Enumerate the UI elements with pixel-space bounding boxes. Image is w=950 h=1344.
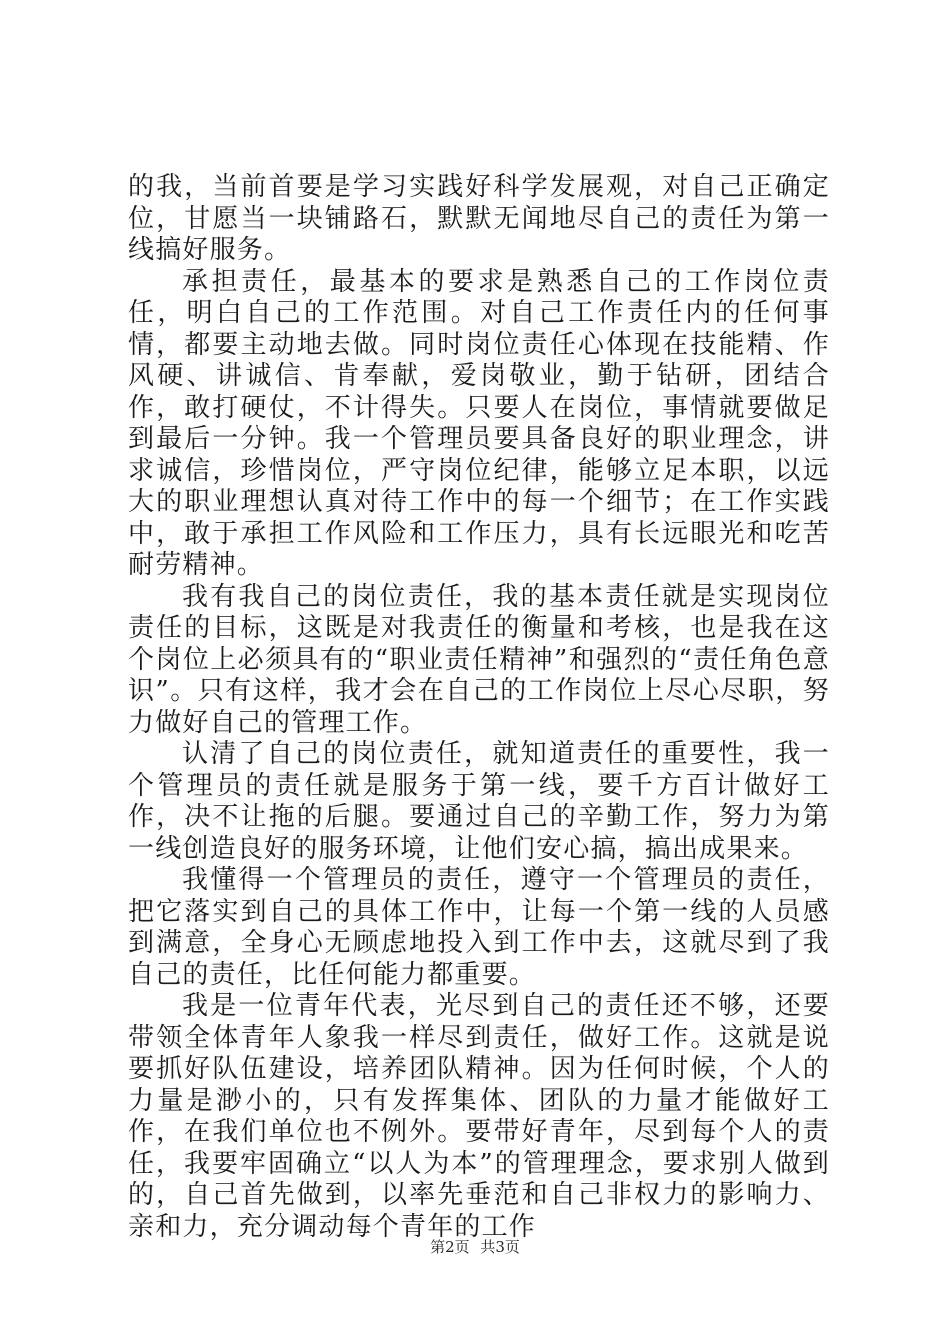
page-total: 共3页 — [480, 1238, 520, 1256]
page-footer — [0, 1236, 950, 1257]
paragraph-2: 承担责任，最基本的要求是熟悉自己的工作岗位责任，明白自己的工作范围。对自己工作责任内的任何事情，都要主动地去做。同时岗位责任心体现在技能精、作风硬、讲诚信、肯奉献，爱岗敬业，勤于钻研，团结合作，敢打硬仗，不计得失。只要人在岗位，事情就要做足到最后一分钟。我一个管理员要具备良好的职业理念，讲求诚信，珍惜岗位，严守岗位纪律，能够立足本职，以远大的职业理想认真对待工作中的每一个细节；在工作实践中，敢于承担工作风险和工作压力，具有长远眼光和吃苦耐劳精神。 — [128, 266, 830, 580]
paragraph-4: 认清了自己的岗位责任，就知道责任的重要性，我一个管理员的责任就是服务于第一线，要千方百计做好工作，决不让拖的后腿。要通过自己的辛勤工作，努力为第一线创造良好的服务环境，让他们安心搞，搞出成果来。 — [128, 739, 830, 864]
document-body — [128, 172, 830, 1243]
paragraph-6: 我是一位青年代表，光尽到自己的责任还不够，还要带领全体青年人象我一样尽到责任，做好工作。这就是说要抓好队伍建设，培养团队精神。因为任何时候，个人的力量是渺小的，只有发挥集体、团队的力量才能做好工作，在我们单位也不例外。要带好青年，尽到每个人的责任，我要牢固确立“以人为本”的管理理念，要求别人做到的，自己首先做到，以率先垂范和自己非权力的影响力、亲和力，充分调动每个青年的工作 — [128, 991, 830, 1242]
paragraph-3: 我有我自己的岗位责任，我的基本责任就是实现岗位责任的目标，这既是对我责任的衡量和考核，也是我在这个岗位上必须具有的“职业责任精神”和强烈的“责任角色意识”。只有这样，我才会在自己的工作岗位上尽心尽职，努力做好自己的管理工作。 — [128, 581, 830, 738]
paragraph-1: 的我，当前首要是学习实践好科学发展观，对自己正确定位，甘愿当一块铺路石，默默无闻地尽自己的责任为第一线搞好服务。 — [128, 172, 830, 265]
paragraph-5: 我懂得一个管理员的责任，遵守一个管理员的责任，把它落实到自己的具体工作中，让每一个第一线的人员感到满意，全身心无顾虑地投入到工作中去，这就尽到了我自己的责任，比任何能力都重要。 — [128, 865, 830, 990]
page-number: 第2页 — [430, 1238, 470, 1256]
